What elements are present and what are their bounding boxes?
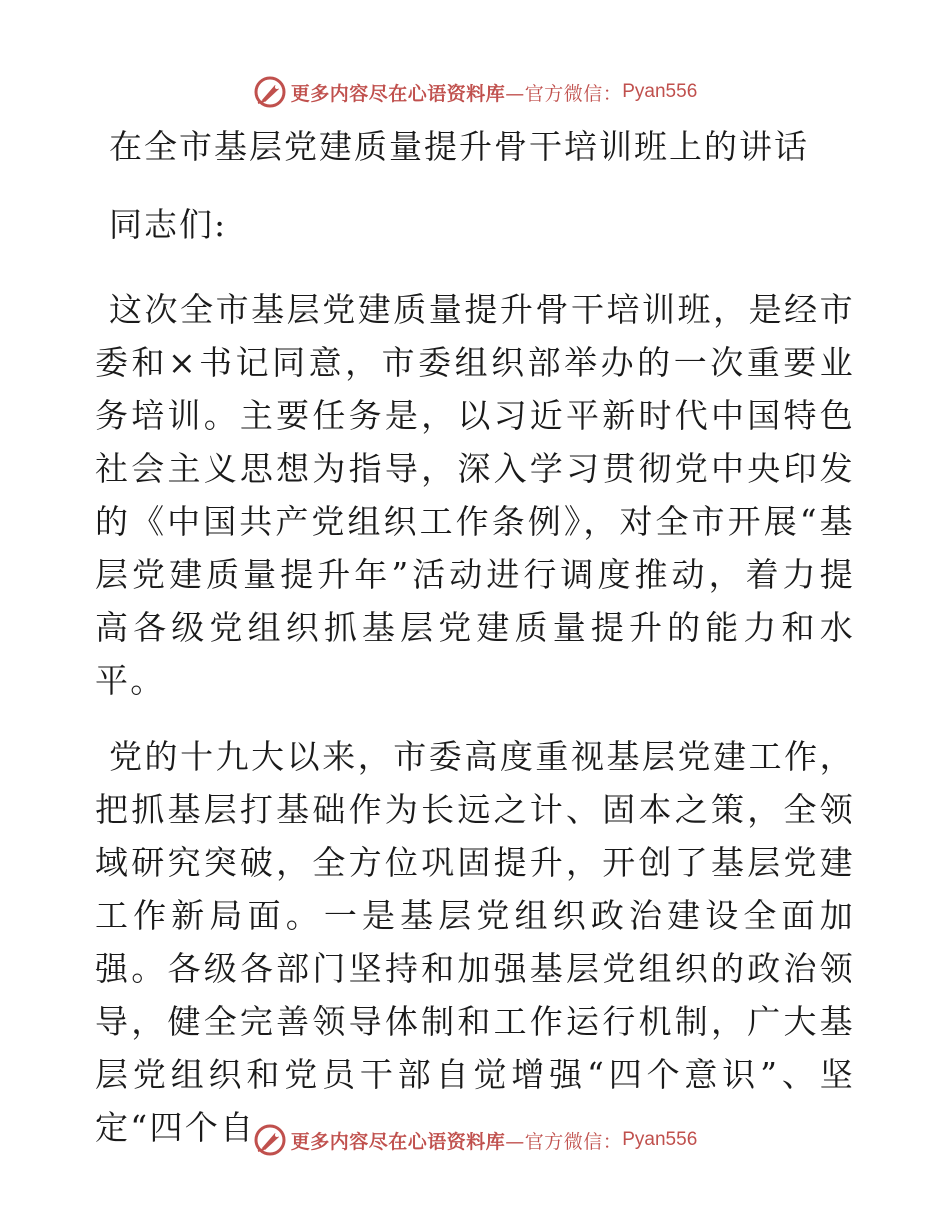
paragraph-2: 党的十九大以来，市委高度重视基层党建工作，把抓基层打基础作为长远之计、固本之策，全领域研究突破，全方位巩固提升，开创了基层党建工作新局面。一是基层党组织政治建设全面加强。各级各部门坚持和加强基层党组织的政治领导，健全完善领导体制和工作运行机制，广大基层党组织和党员干部自觉增强“四个意识”、坚定“四个自 [95, 737, 855, 1147]
paragraph-1: 这次全市基层党建质量提升骨干培训班，是经市委和×书记同意，市委组织部举办的一次重要业务培训。主要任务是，以习近平新时代中国特色社会主义思想为指导，深入学习贯彻党中央印发的《中国共产党组织工作条例》，对全市开展“基层党建质量提升年”活动进行调度推动，着力提高各级党组织抓基层党建质量提升的能力和水平。 [95, 290, 855, 700]
watermark-wechat-id: Pyan556 [622, 1129, 698, 1150]
watermark-header [0, 72, 950, 112]
pen-nib-logo-icon [253, 75, 287, 109]
watermark-brand: 更多内容尽在心语资料库 [290, 1130, 506, 1153]
watermark-wechat-id: Pyan556 [622, 81, 698, 102]
watermark-brand: 更多内容尽在心语资料库 [290, 82, 506, 105]
watermark-official-label: —官方微信： [505, 82, 623, 105]
watermark-official-label: —官方微信： [505, 1130, 623, 1153]
watermark-footer [0, 1120, 950, 1160]
salutation: 同志们: [109, 205, 228, 244]
pen-nib-logo-icon [253, 1123, 287, 1157]
document-title: 在全市基层党建质量提升骨干培训班上的讲话 [109, 127, 809, 166]
document-body [95, 122, 855, 1154]
